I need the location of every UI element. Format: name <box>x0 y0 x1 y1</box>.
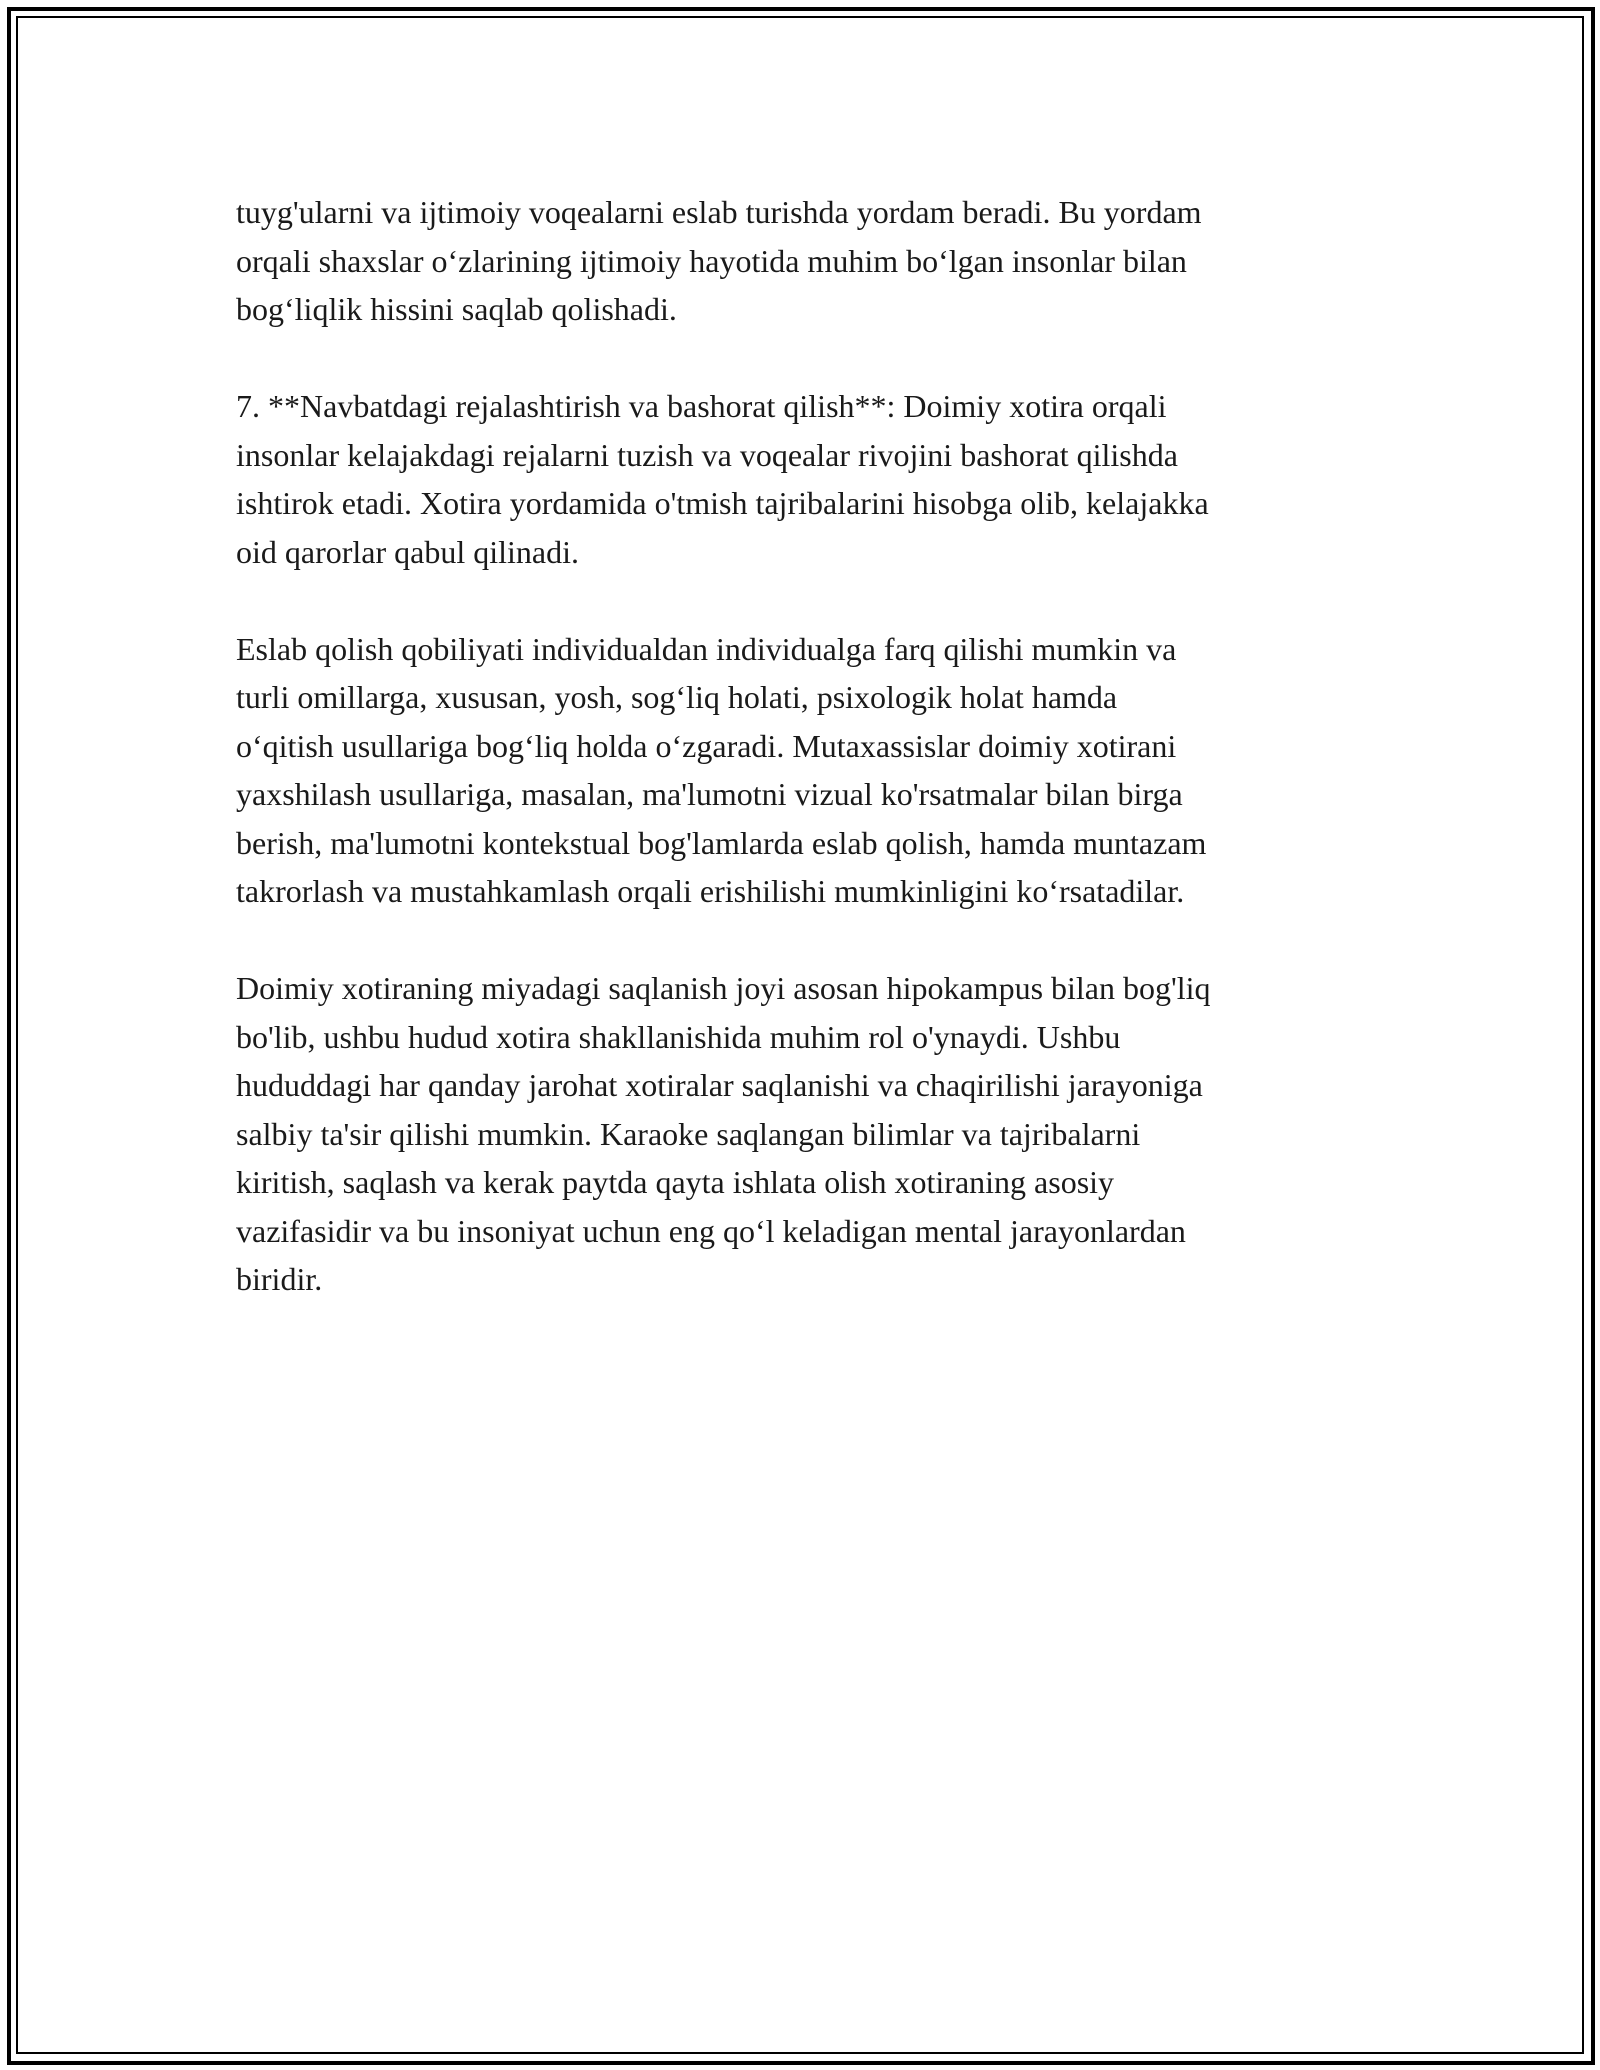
text-line: biridir. <box>236 1261 323 1297</box>
text-line: o‘qitish usullariga bog‘liq holda o‘zgaradi. Mutaxassislar doimiy xotirani <box>236 727 1177 764</box>
text-line: insonlar kelajakdagi rejalarni tuzish va voqealar rivojini bashorat qilishda <box>236 436 1178 473</box>
text-line: berish, ma'lumotni kontekstual bog'lamlarda eslab qolish, hamda muntazam <box>236 824 1207 861</box>
text-line: yaxshilash usullariga, masalan, ma'lumotni vizual ko'rsatmalar bilan birga <box>236 776 1183 812</box>
text-line: hududdagi har qanday jarohat xotiralar saqlanishi va chaqirilishi jarayoniga <box>236 1067 1203 1103</box>
text-line: orqali shaxslar o‘zlarining ijtimoiy hayotida muhim bo‘lgan insonlar bilan <box>236 242 1187 279</box>
text-line: vazifasidir va bu insoniyat uchun eng qo‘l keladigan mental jarayonlardan <box>236 1212 1186 1249</box>
document-body <box>236 188 1356 1352</box>
text-line: bo'lib, ushbu hudud xotira shakllanishida muhim rol o'ynaydi. Ushbu <box>236 1018 1121 1055</box>
paragraph-4 <box>236 964 1356 1304</box>
text-line: turli omillarga, xususan, yosh, sog‘liq holati, psixologik holat hamda <box>236 679 1118 715</box>
text-line: salbiy ta'sir qilishi mumkin. Karaoke saqlangan bilimlar va tajribalarni <box>236 1115 1141 1152</box>
text-line: kiritish, saqlash va kerak paytda qayta ishlata olish xotiraning asosiy <box>236 1164 1115 1200</box>
text-line: ishtirok etadi. Xotira yordamida o'tmish tajribalarini hisobga olib, kelajakka <box>236 485 1209 521</box>
text-line: Doimiy xotiraning miyadagi saqlanish joyi asosan hipokampus bilan bog'liq <box>236 970 1211 1006</box>
text-line: tuyg'ularni va ijtimoiy voqealarni eslab turishda yordam beradi. Bu yordam <box>236 194 1202 230</box>
text-line: takrorlash va mustahkamlash orqali erishilishi mumkinligini ko‘rsatadilar. <box>236 873 1185 909</box>
text-line: Eslab qolish qobiliyati individualdan individualga farq qilishi mumkin va <box>236 630 1177 667</box>
paragraph-3 <box>236 625 1356 916</box>
paragraph-2 <box>236 382 1356 576</box>
text-line: 7. **Navbatdagi rejalashtirish va bashorat qilish**: Doimiy xotira orqali <box>236 388 1167 424</box>
text-line: bog‘liqlik hissini saqlab qolishadi. <box>236 291 677 327</box>
text-line: oid qarorlar qabul qilinadi. <box>236 533 580 570</box>
paragraph-1 <box>236 188 1356 334</box>
